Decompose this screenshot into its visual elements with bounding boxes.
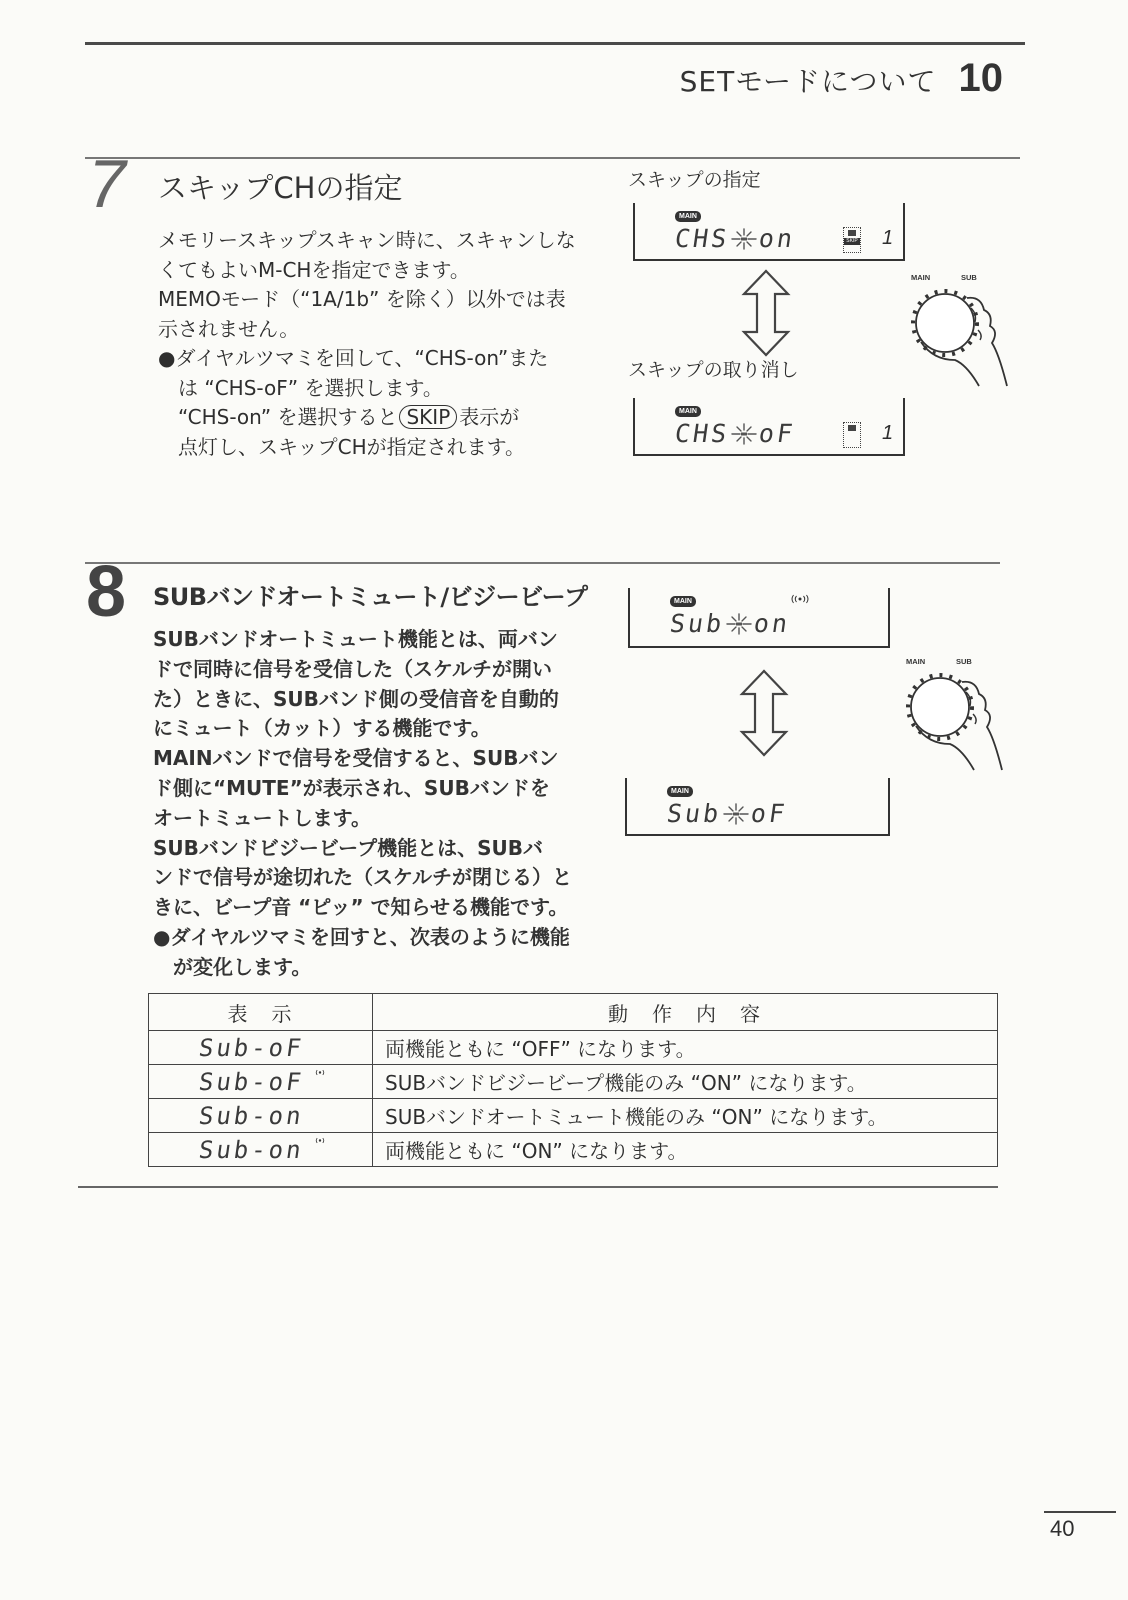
body-text: 表示が xyxy=(459,405,520,429)
body-line: MEMOモード（“1A/1b” を除く）以外では表 xyxy=(158,287,566,311)
display-cell xyxy=(149,1133,373,1167)
lcd-text: on xyxy=(752,609,793,638)
lcd-text: Sub-on xyxy=(197,1101,306,1130)
column-header-operation: 動 作 内 容 xyxy=(373,994,998,1031)
description-cell: SUBバンドオートミュート機能のみ “ON” になります。 xyxy=(373,1099,998,1133)
display-cell xyxy=(149,1099,373,1133)
header-rule xyxy=(85,42,1025,45)
body-line: オートミュートします。 xyxy=(153,805,371,830)
lcd-text: Sub xyxy=(668,609,727,638)
body-line: ドで同時に信号を受信した（スケルチが開い xyxy=(153,656,552,681)
main-badge: MAIN xyxy=(667,786,693,797)
chapter-title: SETモードについて xyxy=(679,65,937,98)
display-cell xyxy=(149,1065,373,1099)
body-line: きに、ビープ音 “ピッ” で知らせる機能です。 xyxy=(153,895,569,920)
body-line: た）ときに、SUBバンド側の受信音を自動的 xyxy=(153,686,559,711)
busy-beep-icon xyxy=(312,1136,328,1145)
lcd-text: oF xyxy=(757,419,798,448)
dial-sub-label: SUB xyxy=(956,657,972,666)
blinking-separator-icon xyxy=(724,613,754,635)
lcd-readout xyxy=(673,419,798,448)
channel-number: 1 xyxy=(882,227,894,249)
up-down-arrow-icon xyxy=(740,268,792,358)
body-line: が変化します。 xyxy=(173,954,312,979)
busy-beep-icon xyxy=(790,594,810,604)
table-row xyxy=(149,1031,998,1065)
figure-label-skip-cancel: スキップの取り消し xyxy=(628,359,799,381)
body-line: ンドで信号が途切れた（スケルチが閉じる）と xyxy=(153,865,572,890)
main-badge: MAIN xyxy=(675,211,701,222)
busy-beep-icon xyxy=(312,1068,328,1077)
body-line xyxy=(158,403,628,433)
memory-skip-icon xyxy=(843,227,861,253)
body-line: MAINバンドで信号を受信すると、SUBバン xyxy=(153,746,559,771)
memory-mark xyxy=(848,425,856,431)
lcd-display-skip-on xyxy=(633,203,905,261)
column-header-display: 表 示 xyxy=(149,994,373,1031)
lcd-display-skip-off xyxy=(633,398,905,456)
lcd-display-sub-off xyxy=(625,778,890,836)
dial-knob-icon xyxy=(905,268,1015,388)
table-header-row xyxy=(149,994,998,1031)
lcd-text: CHS xyxy=(673,419,732,448)
function-table xyxy=(148,993,998,1167)
dial-main-label: MAIN xyxy=(911,273,931,282)
blinking-separator-icon xyxy=(721,803,751,825)
body-text: “CHS-on” を選択すると xyxy=(178,405,398,429)
skip-indicator: SKIP xyxy=(844,238,860,245)
description-cell: 両機能ともに “ON” になります。 xyxy=(373,1133,998,1167)
section-body xyxy=(158,226,628,462)
dial-knob-icon xyxy=(900,652,1010,772)
chapter-number: 10 xyxy=(958,56,1003,100)
bullet-line: ●ダイヤルツマミを回すと、次表のように機能 xyxy=(153,924,570,949)
page-number: 40 xyxy=(1050,1516,1075,1541)
lcd-readout xyxy=(673,224,798,253)
page-number-rule xyxy=(1044,1511,1116,1513)
section-body xyxy=(153,625,618,983)
section-end-rule xyxy=(78,1186,998,1188)
channel-number: 1 xyxy=(882,422,894,444)
body-line: にミュート（カット）する機能です。 xyxy=(153,716,491,741)
section-divider xyxy=(85,562,1000,564)
skip-indicator-badge: SKIP xyxy=(399,405,457,429)
body-line: SUBバンドオートミュート機能とは、両バン xyxy=(153,627,558,651)
body-line: くてもよいM-CHを指定できます。 xyxy=(158,257,470,282)
dial-sub-label: SUB xyxy=(961,273,977,282)
memory-icon xyxy=(843,422,861,448)
section-title: SUBバンドオートミュート/ビジービープ xyxy=(153,583,588,611)
lcd-display-sub-on xyxy=(628,588,890,648)
blinking-separator-icon xyxy=(729,423,759,445)
lcd-readout xyxy=(668,609,793,638)
description-cell: 両機能ともに “OFF” になります。 xyxy=(373,1031,998,1065)
lcd-text: Sub-on xyxy=(197,1135,306,1164)
memory-mark xyxy=(848,230,856,236)
dial-main-label: MAIN xyxy=(906,657,926,666)
section-divider xyxy=(85,157,1020,159)
lcd-readout xyxy=(665,799,790,828)
display-cell xyxy=(149,1031,373,1065)
table-row xyxy=(149,1099,998,1133)
main-badge: MAIN xyxy=(670,596,696,607)
description-cell: SUBバンドビジービープ機能のみ “ON” になります。 xyxy=(373,1065,998,1099)
lcd-text: Sub-oF xyxy=(197,1033,306,1062)
lcd-text: on xyxy=(757,224,798,253)
main-badge: MAIN xyxy=(675,406,701,417)
lcd-text: oF xyxy=(749,799,790,828)
up-down-arrow-icon xyxy=(738,668,790,758)
body-line: 点灯し、スキップCHが指定されます。 xyxy=(178,434,526,459)
section-title: スキップCHの指定 xyxy=(158,171,403,205)
bullet-line: ●ダイヤルツマミを回して、“CHS-on”また xyxy=(158,346,549,370)
lcd-text: Sub-oF xyxy=(197,1067,306,1096)
table-row xyxy=(149,1065,998,1099)
figure-label-skip-set: スキップの指定 xyxy=(628,169,761,191)
body-line: 示されません。 xyxy=(158,316,300,341)
blinking-separator-icon xyxy=(729,228,759,250)
lcd-text: Sub xyxy=(665,799,724,828)
section-number: 7 xyxy=(88,146,126,222)
page-header xyxy=(680,56,1003,101)
section-number: 8 xyxy=(86,552,127,632)
table-row xyxy=(149,1133,998,1167)
body-line: ド側に“MUTE”が表示され、SUBバンドを xyxy=(153,775,550,800)
body-line: SUBバンドビジービープ機能とは、SUBバ xyxy=(153,835,543,860)
lcd-text: CHS xyxy=(673,224,732,253)
body-line: メモリースキップスキャン時に、スキャンしな xyxy=(158,228,576,252)
body-line: は “CHS-oF” を選択します。 xyxy=(178,375,443,400)
